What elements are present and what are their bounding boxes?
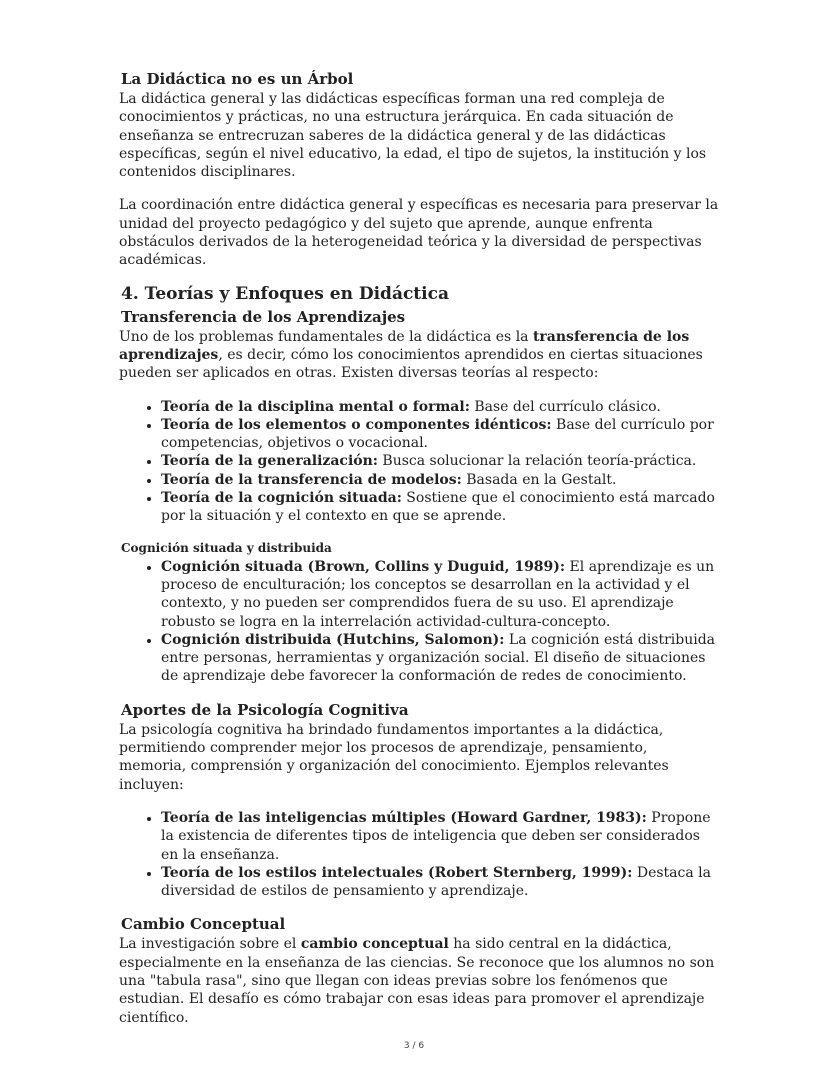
- paragraph-red-compleja: La didáctica general y las didácticas específicas forman una red compleja de conocimientos y prácticas, no una estructura jerárquica. En cada situación de enseñanza se entrecruzan saberes de la didáctica general y de las didácticas específicas, según el nivel educativo, la edad, el tipo de sujetos, la institución y los contenidos disciplinares.: [119, 91, 707, 181]
- list-item-desc: Propone la existencia de diferentes tipos de inteligencia que deben ser considerados en la enseñanza.: [161, 809, 711, 863]
- list-item-term: Teoría de los elementos o componentes idénticos:: [161, 416, 552, 433]
- heading-cambio-conceptual: Cambio Conceptual: [121, 915, 286, 934]
- list-item-desc: Sostiene que el conocimiento está marcado por la situación y el contexto en que se aprende.: [161, 490, 715, 525]
- list-item: [161, 809, 719, 864]
- text-run: , es decir, cómo los conocimientos aprendidos en ciertas situaciones pueden ser aplicados en otras. Existen diversas teorías al respecto:: [119, 346, 703, 382]
- list-item-desc: Basada en la Gestalt.: [461, 471, 617, 488]
- list-psicologia: [119, 809, 719, 900]
- bold-term: cambio conceptual: [300, 936, 449, 953]
- paragraph-coordinacion: La coordinación entre didáctica general y específicas es necesaria para preservar la unidad del proyecto pedagógico y del sujeto que aprende, aunque enfrenta obstáculos derivados de la heterogeneidad teórica y la diversidad de perspectivas académicas.: [119, 197, 719, 269]
- list-item: [161, 631, 719, 686]
- list-item-desc: Busca solucionar la relación teoría-práctica.: [377, 453, 697, 470]
- list-item-term: Teoría de la generalización:: [161, 453, 378, 470]
- list-item: [161, 471, 719, 489]
- paragraph-psicologia-intro: La psicología cognitiva ha brindado fundamentos importantes a la didáctica, permitiendo comprender mejor los procesos de aprendizaje, pensamiento, memoria, comprensión y organización del conocimiento. Ejemplos relevantes incluyen:: [119, 721, 669, 793]
- heading-transferencia: Transferencia de los Aprendizajes: [121, 307, 406, 326]
- heading-cognicion: Cognición situada y distribuida: [121, 540, 332, 555]
- list-item-desc: La cognición está distribuida entre personas, herramientas y organización social. El diseño de situaciones de aprendizaje debe favorecer la conformación de redes de conocimiento.: [161, 631, 716, 685]
- bold-term: transferencia de los aprendizajes: [119, 328, 690, 363]
- heading-didactica-arbol: La Didáctica no es un Árbol: [121, 70, 354, 88]
- list-item-desc: Base del currículo clásico.: [469, 398, 661, 415]
- list-item-desc: El aprendizaje es un proceso de enculturación; los conceptos se desarrollan en la actividad y el contexto, y no pueden ser comprendidos fuera de su uso. El aprendizaje robusto se logra en la interrelación actividad-cultura-concepto.: [161, 558, 715, 630]
- page-content: [119, 70, 719, 1027]
- list-cognicion: [119, 558, 719, 686]
- list-item-term: Teoría de la cognición situada:: [161, 490, 402, 507]
- list-item: [161, 489, 719, 526]
- page-indicator: 3 / 6: [403, 1041, 425, 1051]
- list-item-desc: Base del currículo por competencias, objetivos o vocacional.: [161, 416, 714, 452]
- list-item: [161, 558, 719, 631]
- paragraph-cambio-intro: [119, 935, 719, 1026]
- list-item-term: Cognición situada (Brown, Collins y Duguid, 1989):: [161, 558, 566, 575]
- paragraph-transferencia-intro: [119, 328, 719, 383]
- heading-psicologia-cognitiva: Aportes de la Psicología Cognitiva: [121, 700, 409, 719]
- list-item: [161, 398, 719, 416]
- list-item-term: Cognición distribuida (Hutchins, Salomon):: [161, 631, 505, 648]
- list-item-term: Teoría de los estilos intelectuales (Robert Sternberg, 1999):: [161, 864, 633, 881]
- text-run: La investigación sobre el: [119, 936, 301, 953]
- list-transferencia-theories: [119, 398, 719, 526]
- list-item: [161, 452, 719, 470]
- list-item-desc: Destaca la diversidad de estilos de pensamiento y aprendizaje.: [161, 864, 711, 900]
- text-run: ha sido central en la didáctica, especialmente en la enseñanza de las ciencias. Se reconoce que los alumnos no son una "tabula rasa", sino que llegan con ideas previas sobre los fenómenos que estudian. El desafío es cómo trabajar con esas ideas para promover el aprendizaje científico.: [119, 936, 715, 1026]
- list-item: [161, 864, 719, 901]
- heading-teorias-enfoques: 4. Teorías y Enfoques en Didáctica: [121, 283, 449, 304]
- text-run: Uno de los problemas fundamentales de la didáctica es la: [119, 328, 533, 345]
- list-item: [161, 416, 719, 453]
- list-item-term: Teoría de la transferencia de modelos:: [161, 471, 462, 488]
- list-item-term: Teoría de la disciplina mental o formal:: [161, 398, 470, 415]
- list-item-term: Teoría de las inteligencias múltiples (Howard Gardner, 1983):: [161, 809, 647, 826]
